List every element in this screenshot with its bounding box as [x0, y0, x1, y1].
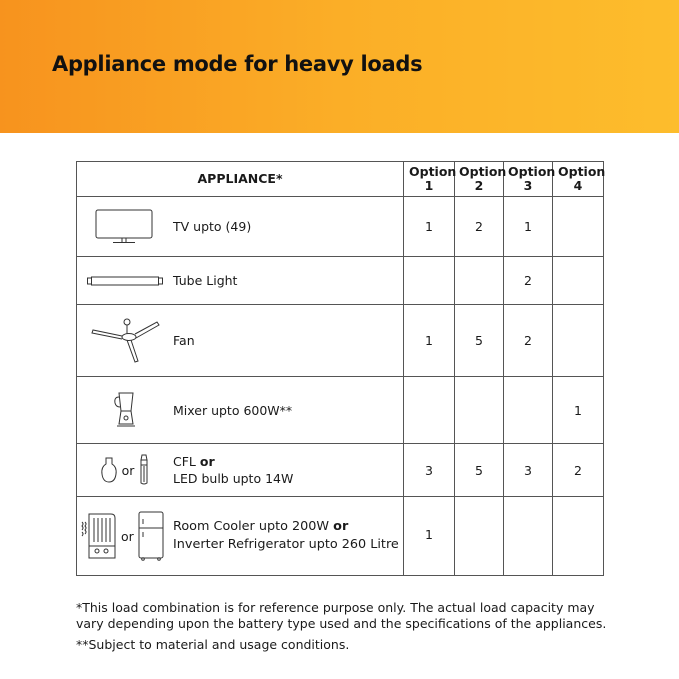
bulb-cfl-icon [77, 454, 173, 486]
table-row [77, 257, 604, 305]
value-cell [504, 497, 553, 576]
table-row [77, 377, 604, 444]
value-cell: 2 [504, 257, 553, 305]
appliance-cell [77, 305, 404, 377]
tv-icon [77, 209, 173, 245]
appliance-label: Tube Light [173, 273, 238, 288]
value-cell [455, 377, 504, 444]
table-row [77, 197, 604, 257]
tube-light-icon [77, 276, 173, 286]
value-cell: 2 [553, 444, 604, 497]
appliance-cell [77, 377, 404, 444]
value-cell: 2 [455, 197, 504, 257]
appliance-cell [77, 257, 404, 305]
table-row [77, 444, 604, 497]
value-cell: 1 [404, 305, 455, 377]
header-banner [0, 0, 679, 133]
value-cell [553, 257, 604, 305]
value-cell [404, 377, 455, 444]
value-cell: 5 [455, 305, 504, 377]
appliance-cell [77, 444, 404, 497]
appliance-label: Fan [173, 333, 195, 348]
ceiling-fan-icon [77, 318, 173, 364]
value-cell [553, 497, 604, 576]
header-option-4: Option 4 [553, 162, 604, 197]
led-bulb-icon [100, 456, 118, 484]
value-cell [455, 497, 504, 576]
value-cell: 1 [404, 197, 455, 257]
footnote-reference: *This load combination is for reference purpose only. The actual load capacity may vary depending upon the battery type used and the specifications of the appliances. [76, 600, 607, 631]
appliance-label: Mixer upto 600W** [173, 402, 293, 418]
room-cooler-icon [81, 512, 117, 560]
appliance-label: CFL or LED bulb upto 14W [173, 454, 294, 486]
appliance-label: TV upto (49) [173, 219, 252, 234]
appliance-label: Room Cooler upto 200W or Inverter Refrigerator upto 260 Litre [173, 519, 399, 552]
value-cell: 3 [504, 444, 553, 497]
header-appliance: APPLIANCE* [77, 162, 404, 197]
or-text: or [121, 462, 135, 478]
appliance-cell [77, 197, 404, 257]
value-cell [553, 197, 604, 257]
value-cell: 3 [404, 444, 455, 497]
table-row [77, 305, 604, 377]
appliance-cell [77, 497, 404, 576]
value-cell: 1 [553, 377, 604, 444]
mixer-icon [77, 391, 173, 429]
table-header-row [77, 162, 604, 197]
table-row [77, 497, 604, 576]
or-text: or [121, 528, 134, 544]
value-cell [404, 257, 455, 305]
refrigerator-icon [138, 511, 164, 561]
header-option-2: Option 2 [455, 162, 504, 197]
value-cell [455, 257, 504, 305]
header-option-1: Option 1 [404, 162, 455, 197]
page-title: Appliance mode for heavy loads [52, 52, 423, 76]
footnote-subject: **Subject to material and usage conditions. [76, 637, 350, 652]
cfl-bulb-icon [138, 454, 150, 486]
cooler-fridge-icon [77, 511, 173, 561]
value-cell: 1 [404, 497, 455, 576]
appliance-load-table [76, 161, 604, 576]
value-cell: 2 [504, 305, 553, 377]
footnotes [76, 600, 616, 658]
value-cell [504, 377, 553, 444]
value-cell: 5 [455, 444, 504, 497]
value-cell: 1 [504, 197, 553, 257]
header-option-3: Option 3 [504, 162, 553, 197]
value-cell [553, 305, 604, 377]
